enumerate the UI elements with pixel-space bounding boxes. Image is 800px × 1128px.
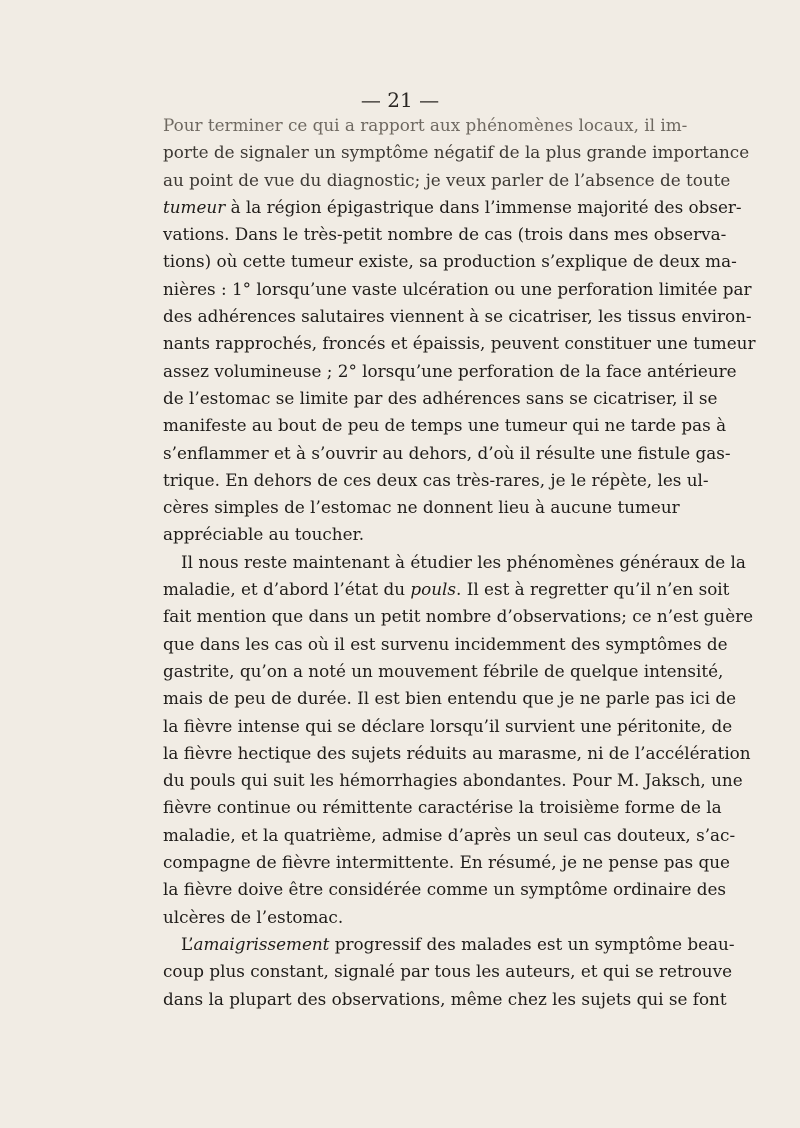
text-line bbox=[163, 358, 737, 385]
text-line bbox=[163, 904, 677, 931]
text-line bbox=[163, 794, 722, 821]
text-segment: cères simples de l’estomac ne donnent lieu à aucune tumeur bbox=[163, 497, 680, 518]
text-line bbox=[163, 767, 743, 794]
paragraph bbox=[163, 112, 756, 549]
italic-term: tumeur bbox=[163, 196, 226, 217]
text-segment: Il nous reste maintenant à étudier les phénomènes généraux de la bbox=[181, 551, 746, 572]
text-line bbox=[163, 576, 730, 603]
text-segment: progressif des malades est un symptôme beau- bbox=[329, 933, 735, 954]
text-line bbox=[163, 549, 746, 576]
text-segment: fait mention que dans un petit nombre d’observations; ce n’est guère bbox=[163, 606, 754, 627]
text-line bbox=[163, 521, 677, 548]
text-line bbox=[163, 849, 730, 876]
text-line bbox=[163, 412, 727, 439]
text-segment: porte de signaler un symptôme négatif de la plus grande importance bbox=[163, 142, 750, 163]
page-number: — 21 — bbox=[360, 88, 440, 112]
text-segment: . Il est à regretter qu’il n’en soit bbox=[456, 579, 730, 600]
text-segment: manifeste au bout de peu de temps une tumeur qui ne tarde pas à bbox=[163, 415, 727, 436]
text-segment: des adhérences salutaires viennent à se cicatriser, les tissus environ- bbox=[163, 306, 752, 327]
text-segment: vations. Dans le très-petit nombre de cas (trois dans mes observa- bbox=[163, 224, 727, 245]
text-segment: assez volumineuse ; 2° lorsqu’une perforation de la face antérieure bbox=[163, 360, 737, 381]
text-line bbox=[163, 467, 709, 494]
text-segment: la fièvre hectique des sujets réduits au marasme, ni de l’accélération bbox=[163, 742, 751, 763]
text-line bbox=[163, 986, 727, 1013]
text-segment: s’enflammer et à s’ouvrir au dehors, d’où il résulte une fistule gas- bbox=[163, 442, 731, 463]
text-line bbox=[163, 658, 724, 685]
text-segment: tions) où cette tumeur existe, sa production s’explique de deux ma- bbox=[163, 251, 737, 272]
text-line bbox=[163, 603, 754, 630]
italic-term: amaigrissement bbox=[193, 933, 330, 954]
text-segment: la fièvre intense qui se déclare lorsqu’il survient une péritonite, de bbox=[163, 715, 733, 736]
text-line bbox=[163, 248, 737, 275]
text-segment: fièvre continue ou rémittente caractérise la troisième forme de la bbox=[163, 797, 722, 818]
text-line bbox=[163, 931, 735, 958]
text-line bbox=[163, 194, 742, 221]
paragraph bbox=[163, 931, 735, 1013]
text-line bbox=[163, 330, 756, 357]
text-segment: L’ bbox=[181, 933, 194, 954]
text-segment: appréciable au toucher. bbox=[163, 524, 365, 545]
text-line bbox=[163, 385, 718, 412]
text-line bbox=[163, 139, 750, 166]
text-segment: coup plus constant, signalé par tous les auteurs, et qui se retrouve bbox=[163, 961, 733, 982]
text-line bbox=[163, 303, 752, 330]
text-line bbox=[163, 276, 752, 303]
text-segment: la fièvre doive être considérée comme un symptôme ordinaire des bbox=[163, 879, 726, 900]
text-line bbox=[163, 958, 733, 985]
italic-term: pouls bbox=[410, 579, 457, 600]
text-line bbox=[163, 685, 736, 712]
text-segment: trique. En dehors de ces deux cas très-rares, je le répète, les ul- bbox=[163, 469, 709, 490]
text-segment: au point de vue du diagnostic; je veux parler de l’absence de toute bbox=[163, 169, 731, 190]
body-text bbox=[163, 112, 756, 1013]
text-segment: mais de peu de durée. Il est bien entendu que je ne parle pas ici de bbox=[163, 688, 736, 709]
text-line bbox=[163, 440, 731, 467]
text-line bbox=[163, 112, 688, 139]
text-segment: dans la plupart des observations, même chez les sujets qui se font bbox=[163, 988, 727, 1009]
text-segment: nières : 1° lorsqu’une vaste ulcération ou une perforation limitée par bbox=[163, 278, 752, 299]
text-line bbox=[163, 494, 680, 521]
text-line bbox=[163, 740, 751, 767]
text-segment: ulcères de l’estomac. bbox=[163, 906, 344, 927]
text-segment: Pour terminer ce qui a rapport aux phénomènes locaux, il im- bbox=[163, 115, 688, 135]
text-line bbox=[163, 822, 736, 849]
text-segment: de l’estomac se limite par des adhérences sans se cicatriser, il se bbox=[163, 387, 718, 408]
text-line bbox=[163, 167, 731, 194]
text-line bbox=[163, 713, 733, 740]
text-segment: à la région épigastrique dans l’immense majorité des obser- bbox=[225, 196, 742, 217]
text-line bbox=[163, 876, 726, 903]
text-segment: maladie, et la quatrième, admise d’après un seul cas douteux, s’ac- bbox=[163, 824, 736, 845]
text-line bbox=[163, 631, 728, 658]
text-segment: gastrite, qu’on a noté un mouvement fébrile de quelque intensité, bbox=[163, 660, 724, 681]
paragraph bbox=[163, 549, 754, 931]
text-segment: nants rapprochés, froncés et épaissis, peuvent constituer une tumeur bbox=[163, 333, 756, 354]
text-segment: compagne de fièvre intermittente. En résumé, je ne pense pas que bbox=[163, 852, 730, 873]
text-line bbox=[163, 221, 727, 248]
text-segment: que dans les cas où il est survenu incidemment des symptômes de bbox=[163, 633, 728, 654]
text-segment: du pouls qui suit les hémorrhagies abondantes. Pour M. Jaksch, une bbox=[163, 770, 743, 791]
text-segment: maladie, et d’abord l’état du bbox=[163, 579, 411, 600]
